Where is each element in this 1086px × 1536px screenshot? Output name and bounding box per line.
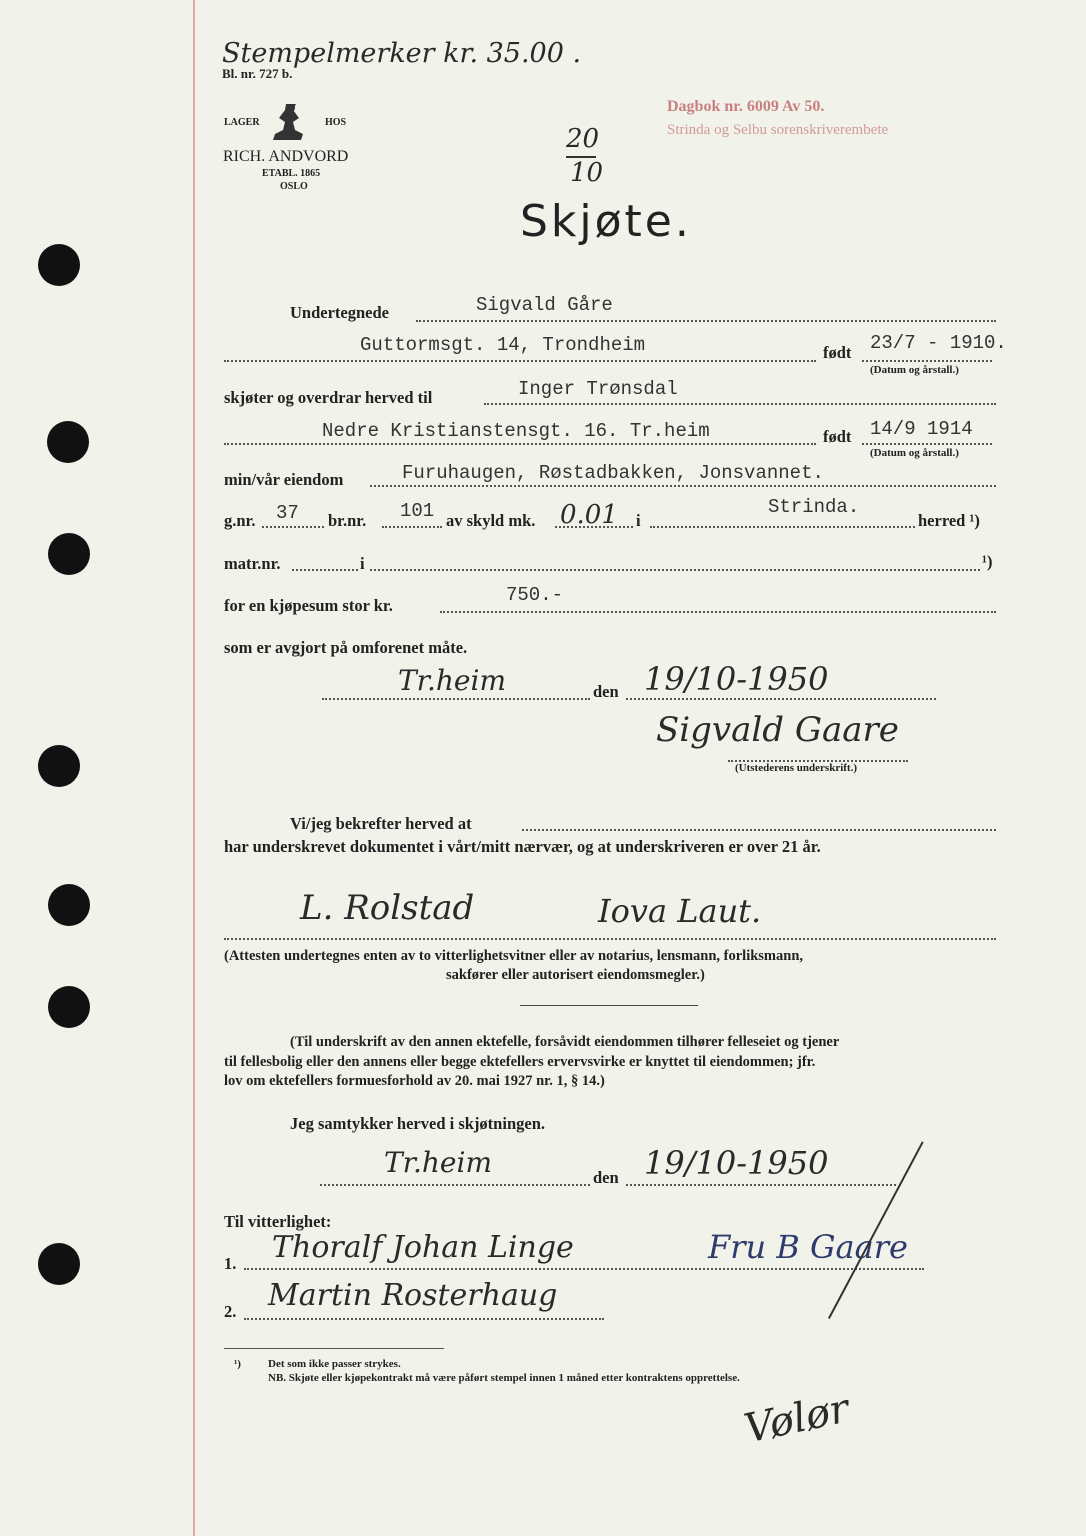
seller-signature: Sigvald Gaare [656, 710, 899, 750]
buyer-born-line [862, 443, 992, 445]
footnote-line-1: Det som ikke passer strykes. [268, 1358, 401, 1370]
witness-signature-2: Iova Laut. [598, 892, 762, 930]
filing-day: 20 [566, 124, 600, 154]
buyer-date-hint: (Datum og årstall.) [870, 447, 959, 459]
place-1-line [322, 698, 590, 700]
form-number: Bl. nr. 727 b. [222, 66, 293, 81]
divider [520, 1005, 698, 1006]
buyer-born-label: født [823, 427, 852, 446]
price-amount: 750.- [506, 584, 564, 606]
binder-hole [38, 244, 80, 286]
seller-born-line [862, 360, 992, 362]
seller-label: Undertegnede [290, 303, 389, 322]
stamp-duty-note: Stempelmerker kr. 35.00 . [222, 38, 582, 69]
buyer-born: 14/9 1914 [870, 418, 973, 440]
binder-hole [48, 884, 90, 926]
footnote-mark: ¹) [234, 1358, 241, 1370]
date-2: 19/10-1950 [644, 1144, 829, 1182]
publisher-city: OSLO [280, 181, 308, 192]
herred-label: herred ¹) [918, 511, 980, 530]
issuer-hint: (Utstederens underskrift.) [735, 762, 858, 774]
price-line [440, 611, 996, 613]
margin-line [193, 0, 195, 1536]
attest-note-line-1: (Attesten undertegnes enten av to vitterlighetsvitner eller av notarius, lensmann, forliksmann, [224, 948, 804, 964]
witness-2-line [244, 1318, 604, 1320]
date-1: 19/10-1950 [644, 660, 829, 698]
footnote-line-2: NB. Skjøte eller kjøpekontrakt må være påført stempel innen 1 måned etter kontraktens opprettelse. [268, 1372, 740, 1384]
buyer-address: Nedre Kristianstensgt. 16. Tr.heim [322, 420, 710, 442]
herred-i-label: i [636, 511, 641, 530]
matr-i: i [360, 554, 365, 573]
publisher-established: ETABL. 1865 [262, 168, 321, 179]
binder-hole [38, 745, 80, 787]
seller-name: Sigvald Gåre [476, 294, 613, 316]
binder-hole [38, 1243, 80, 1285]
seller-address-line [224, 360, 816, 362]
seller-date-hint: (Datum og årstall.) [870, 364, 959, 376]
bnr-value: 101 [400, 500, 435, 522]
footnote-divider [224, 1348, 444, 1349]
attest-note-line-2: sakfører eller autorisert eiendomsmegler.) [446, 967, 705, 983]
seller-born: 23/7 - 1910. [870, 332, 1007, 354]
margin-initials: Vølør [740, 1385, 853, 1453]
bnr-label: br.nr. [328, 511, 367, 530]
binder-hole [48, 986, 90, 1028]
document-title: Skjøte. [520, 196, 692, 247]
gnr-value: 37 [276, 502, 299, 524]
price-label: for en kjøpesum stor kr. [224, 596, 393, 615]
property-name: Furuhaugen, Røstadbakken, Jonsvannet. [402, 462, 824, 484]
binder-hole [48, 533, 90, 575]
publisher-hos: HOS [325, 117, 347, 128]
buyer-address-line [224, 443, 816, 445]
den-1: den [593, 682, 619, 701]
seller-address: Guttormsgt. 14, Trondheim [360, 334, 646, 356]
spouse-note-line-1: (Til underskrift av den annen ektefelle, forsåvidt eiendommen tilhører felleseiet og tjener [290, 1034, 840, 1050]
matr-end: ¹) [982, 552, 993, 571]
gnr-line [262, 526, 324, 528]
property-name-line [370, 485, 996, 487]
witness-2-signature: Martin Rosterhaug [268, 1278, 558, 1313]
witness-1-number: 1. [224, 1254, 237, 1273]
gnr-label: g.nr. [224, 511, 256, 530]
confirm-line-1: Vi/jeg bekrefter herved at [290, 814, 472, 833]
buyer-name-line [484, 403, 996, 405]
matr-label: matr.nr. [224, 554, 281, 573]
spouse-note-line-3: lov om ektefellers formuesforhold av 20. mai 1927 nr. 1, § 14.) [224, 1073, 605, 1089]
witness-1-signature: Thoralf Johan Linge [272, 1230, 574, 1265]
herred-value: Strinda. [768, 496, 860, 518]
skyld-label: av skyld mk. [446, 511, 536, 530]
registry-stamp-line2: Strinda og Selbu sorenskriverembete [667, 122, 889, 138]
matr-line-2 [370, 569, 980, 571]
herred-line [650, 526, 915, 528]
witness-signatures-line [224, 938, 996, 940]
seller-name-line [416, 320, 996, 322]
place-1: Tr.heim [398, 664, 506, 697]
buyer-label: skjøter og overdrar herved til [224, 388, 433, 407]
filing-month: 10 [570, 158, 604, 188]
property-label: min/vår eiendom [224, 470, 344, 489]
skyld-value: 0.01 [560, 500, 618, 530]
consent-text: Jeg samtykker herved i skjøtningen. [290, 1114, 545, 1133]
place-2-line [320, 1184, 590, 1186]
settled-text: som er avgjort på omforenet måte. [224, 638, 468, 657]
witness-signature-1: L. Rolstad [300, 888, 475, 928]
registry-stamp-line1: Dagbok nr. 6009 Av 50. [667, 98, 825, 115]
buyer-name: Inger Trønsdal [518, 378, 678, 400]
spouse-signature: Fru B Gaare [708, 1228, 908, 1266]
confirm-line-1-dots [522, 829, 996, 831]
seller-born-label: født [823, 343, 852, 362]
binder-hole [47, 421, 89, 463]
publisher-lager: LAGER [224, 117, 260, 128]
witnesses-label: Til vitterlighet: [224, 1212, 332, 1231]
place-2: Tr.heim [384, 1146, 492, 1179]
matr-line [292, 569, 358, 571]
bnr-line [382, 526, 442, 528]
date-2-line [626, 1184, 896, 1186]
publisher-name: RICH. ANDVORD [223, 148, 349, 165]
publisher-emblem-icon [268, 100, 316, 149]
confirm-line-2: har underskrevet dokumentet i vårt/mitt nærvær, og at underskriveren er over 21 år. [224, 837, 821, 856]
witness-2-number: 2. [224, 1302, 237, 1321]
spouse-note-line-2: til fellesbolig eller den annens eller begge ektefellers ervervsvirke er knyttet til eiendommen; jfr. [224, 1054, 816, 1070]
den-2: den [593, 1168, 619, 1187]
witness-1-line [244, 1268, 924, 1270]
date-1-line [626, 698, 936, 700]
